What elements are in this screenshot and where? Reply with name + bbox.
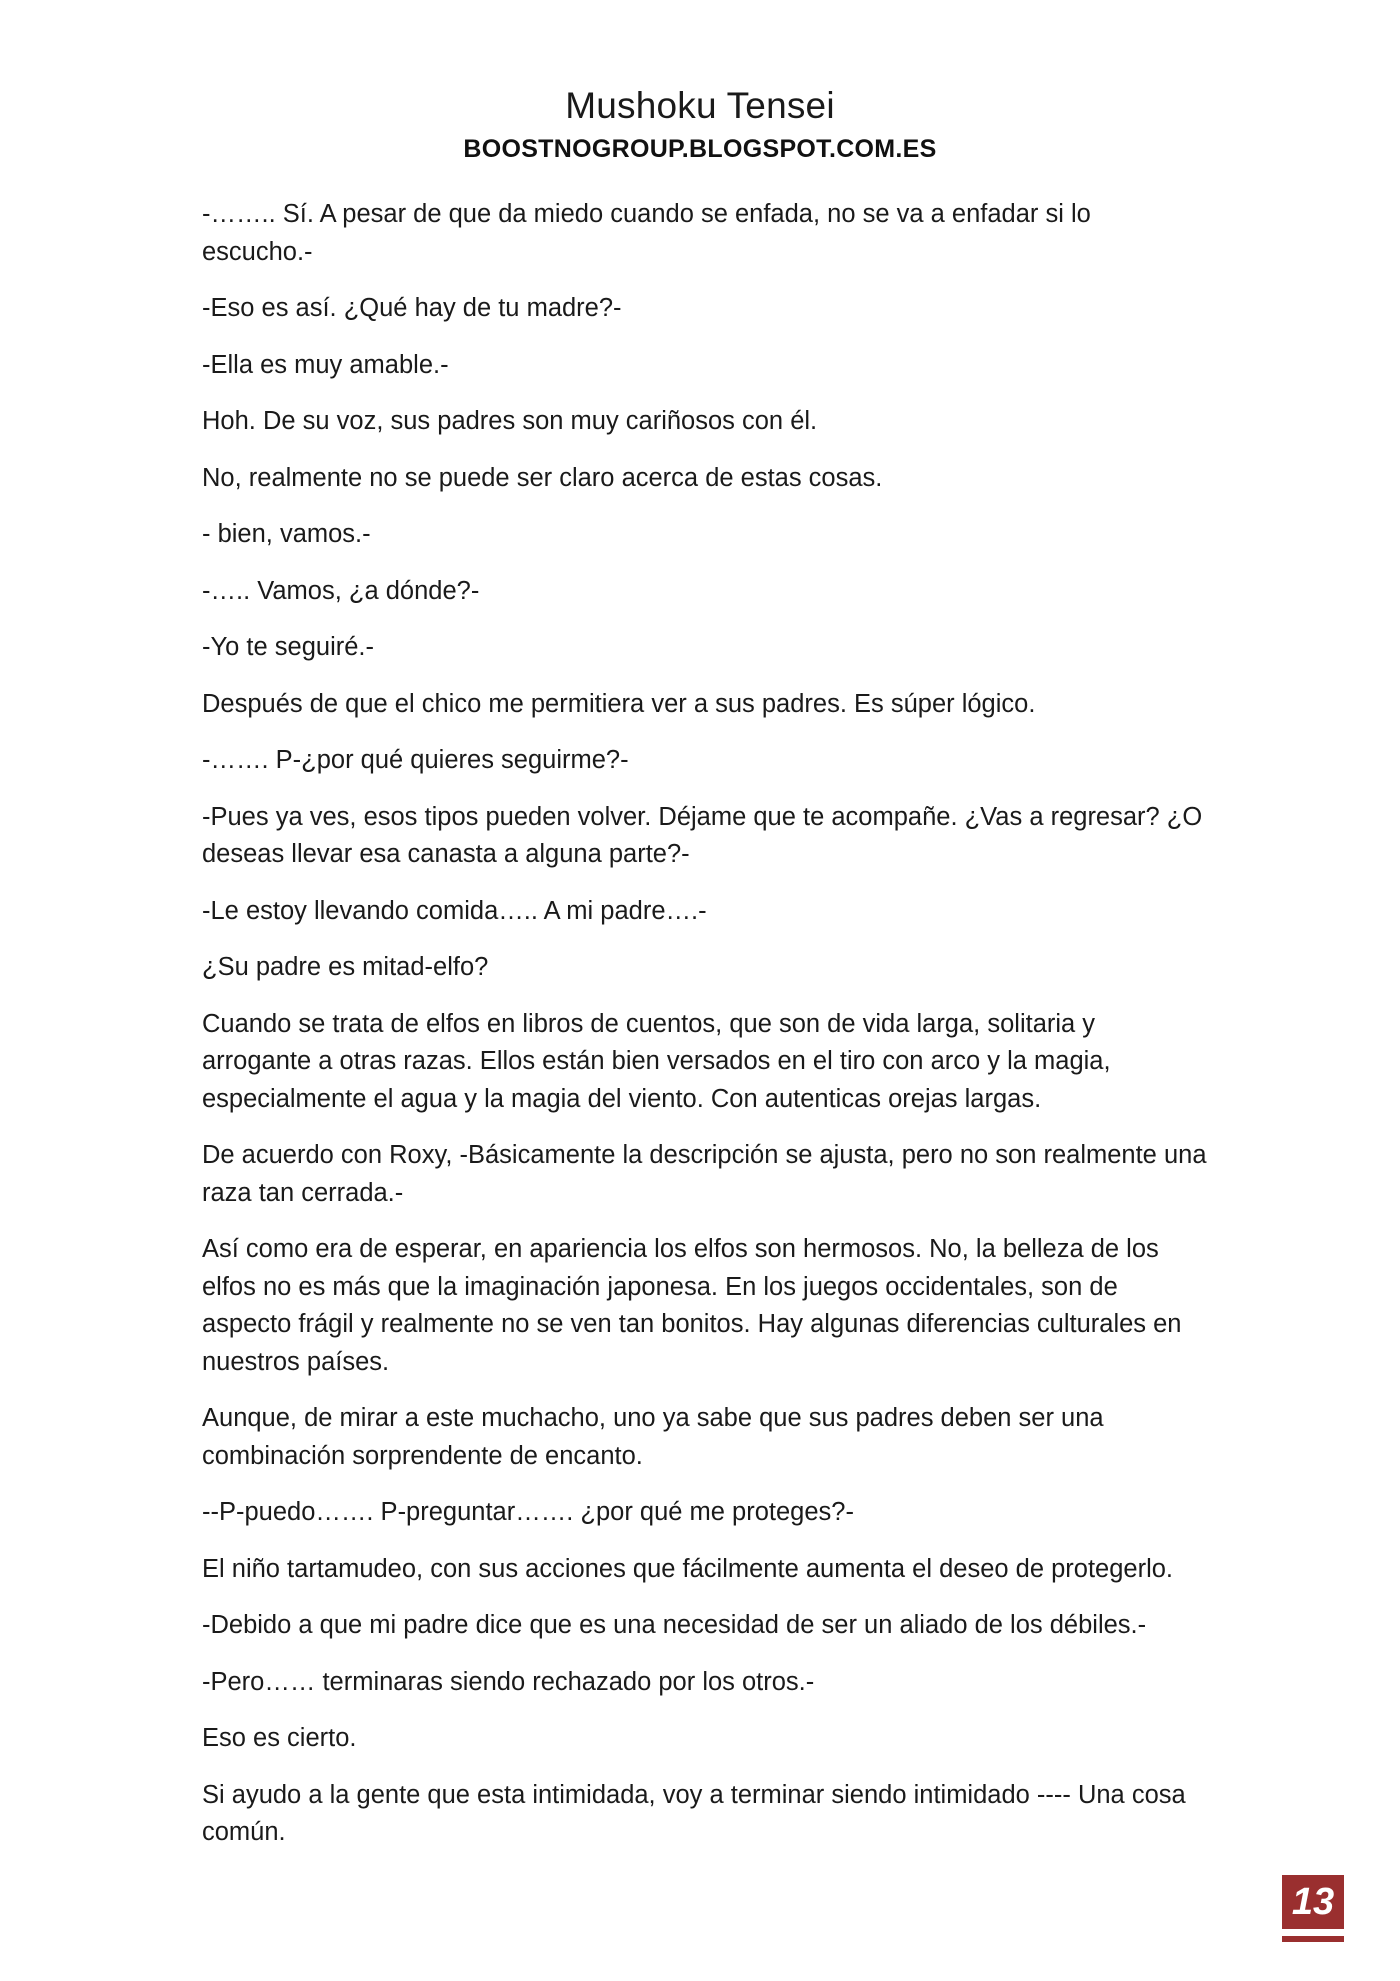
paragraph-7: -….. Vamos, ¿a dónde?- (202, 576, 480, 605)
paragraph-5: No, realmente no se puede ser claro acerca de estas cosas. (202, 463, 883, 492)
paragraph-8: -Yo te seguiré.- (202, 633, 374, 661)
blog-url: BOOSTNOGROUP.BLOGSPOT.COM.ES (463, 135, 937, 163)
paragraph-13: ¿Su padre es mitad-elfo? (202, 953, 489, 981)
paragraph-3: -Ella es muy amable.- (202, 350, 449, 379)
paragraph-11: -Pues ya ves, esos tipos pueden volver. Déjame que te acompañe. ¿Vas a regresar? ¿O deseas llevar esa canasta a alguna parte?- (202, 802, 1203, 868)
paragraph-19: El niño tartamudeo, con sus acciones que fácilmente aumenta el deseo de protegerlo. (202, 1554, 1174, 1583)
page-number-underline (1282, 1936, 1344, 1942)
body-text (202, 196, 1208, 1871)
page-header (0, 80, 1400, 166)
paragraph-23: Si ayudo a la gente que esta intimidada, voy a terminar siendo intimidado ---- Una cosa común. (202, 1780, 1186, 1846)
paragraph-1: -…….. Sí. A pesar de que da miedo cuando se enfada, no se va a enfadar si lo escucho.- (202, 200, 1091, 266)
paragraph-9: Después de que el chico me permitiera ver a sus padres. Es súper lógico. (202, 689, 1036, 718)
paragraph-4: Hoh. De su voz, sus padres son muy cariñosos con él. (202, 407, 818, 435)
book-title: Mushoku Tensei (565, 85, 835, 126)
paragraph-20: -Debido a que mi padre dice que es una necesidad de ser un aliado de los débiles.- (202, 1611, 1147, 1639)
paragraph-17: Aunque, de mirar a este muchacho, uno ya sabe que sus padres deben ser una combinación sorprendente de encanto. (202, 1404, 1104, 1470)
paragraph-10: -……. P-¿por qué quieres seguirme?- (202, 746, 629, 774)
paragraph-21: -Pero…… terminaras siendo rechazado por los otros.- (202, 1667, 815, 1696)
paragraph-18: --P-puedo……. P-preguntar……. ¿por qué me proteges?- (202, 1498, 854, 1526)
paragraph-15: De acuerdo con Roxy, -Básicamente la descripción se ajusta, pero no son realmente una raza tan cerrada.- (202, 1141, 1207, 1207)
paragraph-16: Así como era de esperar, en apariencia los elfos son hermosos. No, la belleza de los elfos no es más que la imaginación japonesa. En los juegos occidentales, son de aspecto frágil y realmente no se ven tan bonitos. Hay algunas diferencias culturales en nuestros países. (202, 1235, 1182, 1376)
paragraph-22: Eso es cierto. (202, 1724, 357, 1752)
paragraph-12: -Le estoy llevando comida….. A mi padre….- (202, 896, 707, 925)
paragraph-14: Cuando se trata de elfos en libros de cuentos, que son de vida larga, solitaria y arrogante a otras razas. Ellos están bien versados en el tiro con arco y la magia, especialmente el agua y la magia del viento. Con autenticas orejas largas. (202, 1009, 1111, 1113)
paragraph-6: - bien, vamos.- (202, 520, 371, 548)
paragraph-2: -Eso es así. ¿Qué hay de tu madre?- (202, 294, 622, 322)
page-number: 13 (1282, 1875, 1344, 1929)
